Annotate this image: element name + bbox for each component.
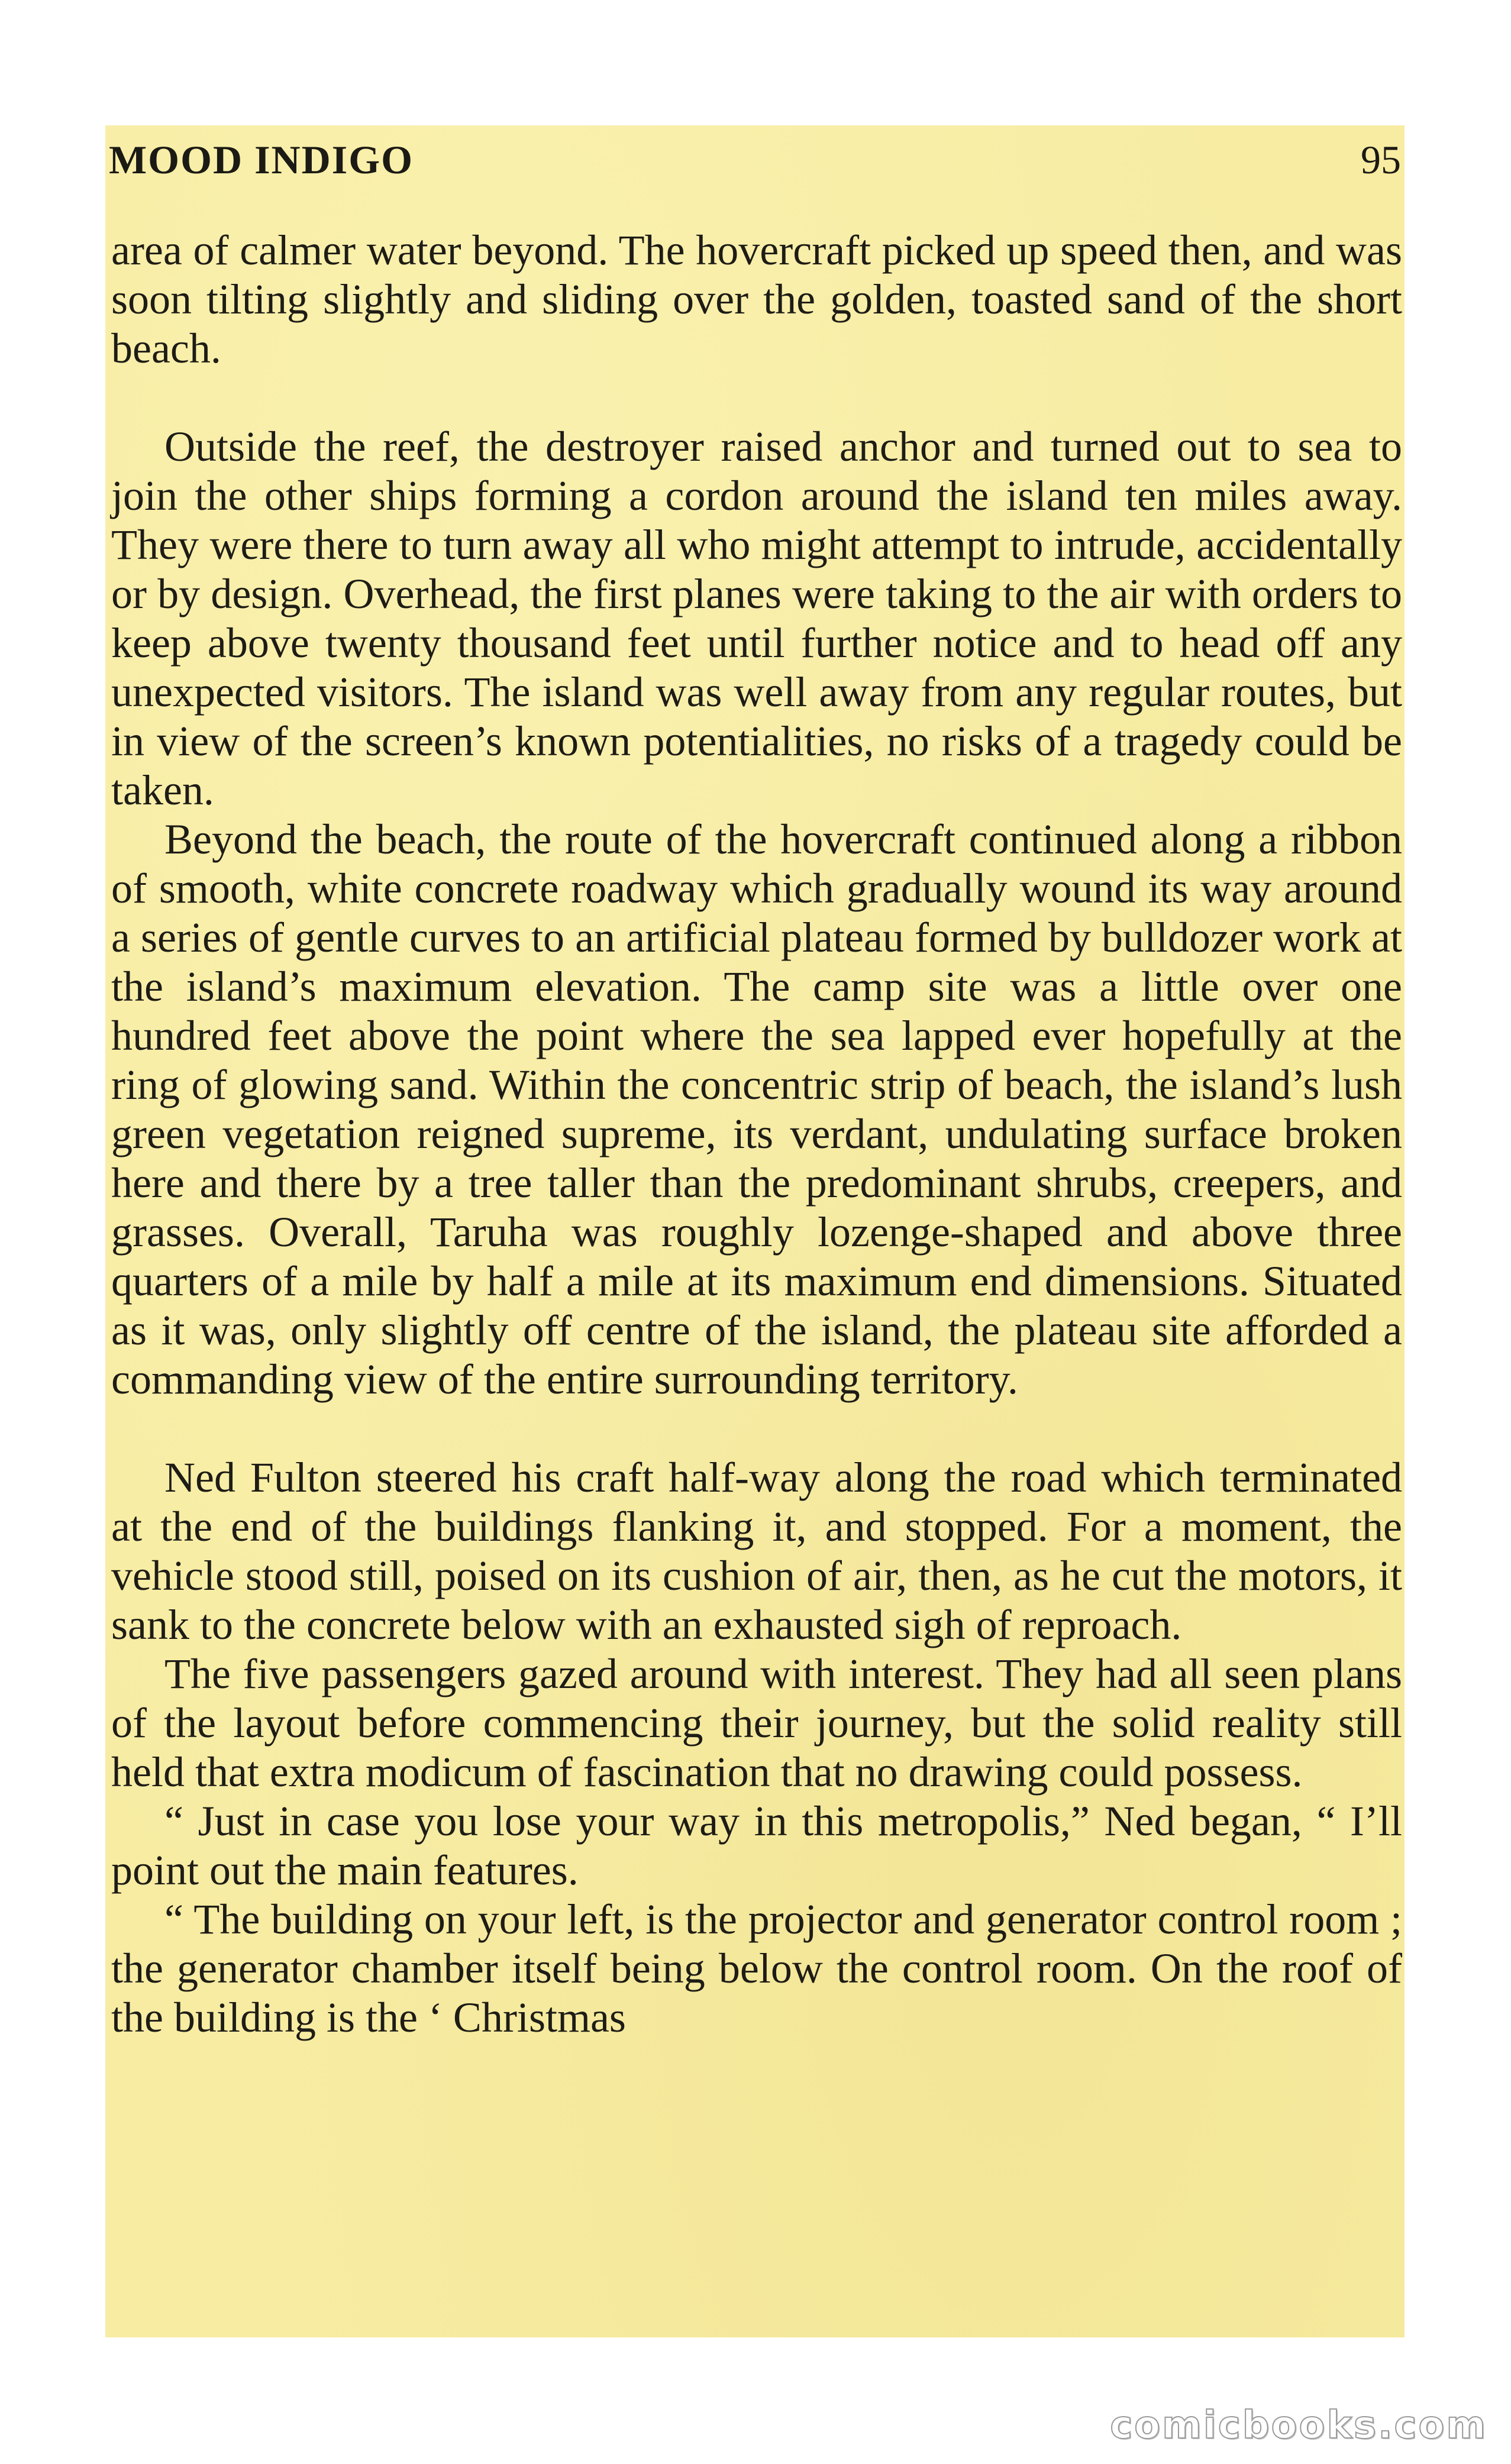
- running-head: [109, 130, 1401, 189]
- page-number: 95: [1361, 137, 1401, 182]
- paragraph: “ Just in case you lose your way in this metropolis,” Ned began, “ I’ll point out the main features.: [111, 1797, 1402, 1894]
- paragraph: The five passengers gazed around with interest. They had all seen plans of the layout before commencing their journey, but the solid reality still held that extra modicum of fascination that no drawing could possess.: [111, 1650, 1402, 1796]
- running-title: MOOD INDIGO: [109, 137, 414, 182]
- paragraph: Outside the reef, the destroyer raised anchor and turned out to sea to join the other ships forming a cordon around the island ten miles away. They were there to turn away all who might attempt to intrude, accidentally or by design. Overhead, the first planes were taking to the air with orders to keep above twenty thousand feet until further notice and to head off any unexpected visitors. The island was well away from any regular routes, but in view of the screen’s known potentialities, no risks of a tragedy could be taken.: [111, 423, 1402, 814]
- paragraph: Ned Fulton steered his craft half-way along the road which terminated at the end of the buildings flanking it, and stopped. For a moment, the vehicle stood still, poised on its cushion of air, then, as he cut the motors, it sank to the concrete below with an exhausted sigh of reproach.: [111, 1454, 1402, 1648]
- paragraph: Beyond the beach, the route of the hovercraft continued along a ribbon of smooth, white concrete roadway which gradually wound its way around a series of gentle curves to an artificial plateau formed by bulldozer work at the island’s maximum elevation. The camp site was a little over one hundred feet above the point where the sea lapped ever hopefully at the ring of glowing sand. Within the concentric strip of beach, the island’s lush green vegetation reigned supreme, its verdant, undulating surface broken here and there by a tree taller than the predominant shrubs, creepers, and grasses. Overall, Taruha was roughly lozenge-shaped and above three quarters of a mile by half a mile at its maximum end dimensions. Situated as it was, only slightly off centre of the island, the plateau site afforded a commanding view of the entire surrounding territory.: [111, 816, 1402, 1403]
- watermark: comicbooks.com: [1110, 2404, 1487, 2447]
- body-text: [111, 226, 1402, 2042]
- paragraph: area of calmer water beyond. The hovercraft picked up speed then, and was soon tilting slightly and sliding over the golden, toasted sand of the short beach.: [111, 227, 1402, 372]
- book-page: [105, 125, 1405, 2337]
- paragraph: “ The building on your left, is the projector and generator control room ; the generator chamber itself being below the control room. On the roof of the building is the ‘ Christmas: [111, 1896, 1402, 2041]
